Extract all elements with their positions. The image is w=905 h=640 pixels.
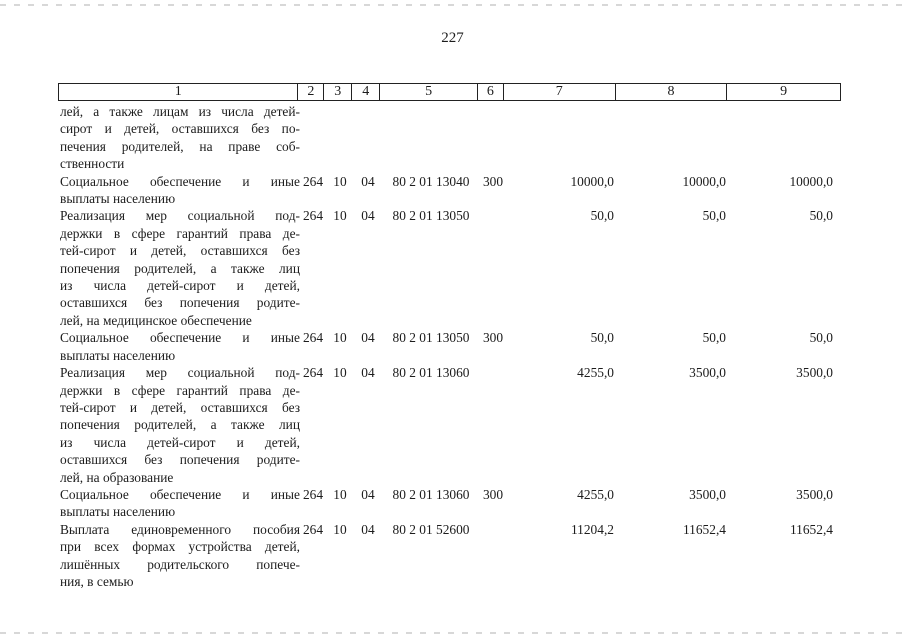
amount-col-9: 50,0 — [809, 208, 833, 224]
section-code: 10 — [333, 173, 347, 189]
column-header-2: 2 — [298, 84, 324, 100]
row-description — [58, 364, 300, 486]
description-line: Выплата единовременного пособия — [60, 521, 300, 537]
section-code: 10 — [333, 486, 347, 502]
description-line: печения родителей, на праве соб- — [60, 138, 300, 154]
column-header-9: 9 — [780, 84, 788, 99]
description-line: Социальное обеспечение и иные — [60, 173, 300, 189]
row-description — [58, 173, 300, 208]
table-row — [58, 173, 841, 208]
expense-type-code: 300 — [482, 486, 504, 502]
section-code — [326, 103, 354, 173]
table-row — [58, 364, 841, 486]
admin-code: 264 — [302, 208, 324, 224]
description-line: из числа детей-сирот и детей, — [60, 434, 300, 450]
amount-col-9: 11652,4 — [789, 521, 833, 537]
expense-type-code — [480, 364, 506, 486]
table-row — [58, 521, 841, 591]
description-line: ственности — [60, 156, 125, 172]
description-line: Реализация мер социальной под- — [60, 365, 300, 381]
table-row — [58, 207, 841, 329]
description-line: лей, на образование — [60, 469, 174, 485]
column-header-4: 4 — [352, 84, 380, 100]
description-line: оставшихся без попечения родите- — [60, 295, 300, 311]
expense-type-code — [480, 103, 506, 173]
row-description — [58, 486, 300, 521]
amount-col-7 — [506, 103, 618, 173]
expense-type-code: 300 — [482, 173, 504, 189]
table-row — [58, 329, 841, 364]
description-line: держки в сфере гарантий права де- — [60, 225, 300, 241]
row-description — [58, 329, 300, 364]
table-row — [58, 486, 841, 521]
column-header-5: 5 — [380, 84, 478, 100]
subsection-code: 04 — [361, 521, 375, 537]
amount-col-9 — [730, 103, 833, 173]
amount-col-9: 10000,0 — [789, 173, 833, 189]
amount-col-8: 50,0 — [702, 330, 726, 346]
description-line: ния, в семью — [60, 573, 134, 589]
description-line: лишённых родительского попече- — [60, 556, 300, 572]
column-header-3: 3 — [324, 84, 352, 100]
expense-type-code: 300 — [482, 330, 504, 346]
row-description — [58, 521, 300, 591]
admin-code: 264 — [302, 173, 324, 189]
target-article-code: 80 2 01 52600 — [392, 521, 470, 537]
target-article-code: 80 2 01 13050 — [392, 330, 470, 346]
subsection-code — [354, 103, 382, 173]
amount-col-7: 50,0 — [590, 208, 614, 224]
description-line: при всех формах устройства детей, — [60, 539, 300, 555]
description-line: Социальное обеспечение и иные — [60, 330, 300, 346]
description-line: попечения родителей, а также лиц — [60, 260, 300, 276]
description-line: тей-сирот и детей, оставшихся без — [60, 399, 300, 415]
description-line: выплаты населению — [60, 347, 176, 363]
expense-type-code — [480, 521, 506, 591]
amount-col-7: 11204,2 — [570, 521, 614, 537]
description-line: выплаты населению — [60, 191, 176, 207]
section-code: 10 — [333, 330, 347, 346]
section-code: 10 — [333, 208, 347, 224]
description-line: Социальное обеспечение и иные — [60, 486, 300, 502]
target-article-code: 80 2 01 13060 — [392, 365, 470, 381]
target-article-code — [382, 103, 480, 173]
amount-col-9: 3500,0 — [796, 365, 833, 381]
row-description — [58, 103, 300, 173]
table-row — [58, 103, 841, 173]
section-code: 10 — [333, 521, 347, 537]
description-line: сирот и детей, оставшихся без по- — [60, 121, 300, 137]
section-code: 10 — [333, 365, 347, 381]
subsection-code: 04 — [361, 486, 375, 502]
scan-artifact-bottom — [0, 632, 905, 634]
description-line: попечения родителей, а также лиц — [60, 417, 300, 433]
table-body — [58, 103, 841, 590]
amount-col-8 — [618, 103, 730, 173]
subsection-code: 04 — [361, 208, 375, 224]
subsection-code: 04 — [361, 330, 375, 346]
description-line: лей, а также лицам из числа детей- — [60, 104, 300, 119]
description-line: держки в сфере гарантий права де- — [60, 382, 300, 398]
amount-col-8: 10000,0 — [682, 173, 726, 189]
amount-col-9: 3500,0 — [796, 486, 833, 502]
amount-col-8: 11652,4 — [682, 521, 726, 537]
scan-artifact-top — [0, 4, 905, 6]
column-header-6: 6 — [478, 84, 504, 100]
admin-code: 264 — [302, 521, 324, 537]
admin-code — [300, 103, 326, 173]
subsection-code: 04 — [361, 365, 375, 381]
admin-code: 264 — [302, 486, 324, 502]
column-header-7: 7 — [504, 84, 616, 100]
amount-col-8: 50,0 — [702, 208, 726, 224]
subsection-code: 04 — [361, 173, 375, 189]
amount-col-7: 4255,0 — [577, 486, 614, 502]
target-article-code: 80 2 01 13060 — [392, 486, 470, 502]
table-header — [58, 83, 841, 101]
target-article-code: 80 2 01 13050 — [392, 208, 470, 224]
column-header-8: 8 — [616, 84, 728, 100]
column-header-1: 1 — [59, 84, 298, 100]
amount-col-8: 3500,0 — [689, 365, 726, 381]
admin-code: 264 — [302, 330, 324, 346]
amount-col-8: 3500,0 — [689, 486, 726, 502]
description-line: оставшихся без попечения родите- — [60, 452, 300, 468]
expense-type-code — [480, 207, 506, 329]
amount-col-9: 50,0 — [809, 330, 833, 346]
amount-col-7: 10000,0 — [570, 173, 614, 189]
admin-code: 264 — [302, 365, 324, 381]
amount-col-7: 50,0 — [590, 330, 614, 346]
description-line: Реализация мер социальной под- — [60, 208, 300, 224]
description-line: тей-сирот и детей, оставшихся без — [60, 243, 300, 259]
description-line: выплаты населению — [60, 504, 176, 520]
row-description — [58, 207, 300, 329]
amount-col-7: 4255,0 — [577, 365, 614, 381]
description-line: лей, на медицинское обеспечение — [60, 312, 252, 328]
page-number: 227 — [441, 30, 464, 46]
description-line: из числа детей-сирот и детей, — [60, 278, 300, 294]
target-article-code: 80 2 01 13040 — [392, 173, 470, 189]
